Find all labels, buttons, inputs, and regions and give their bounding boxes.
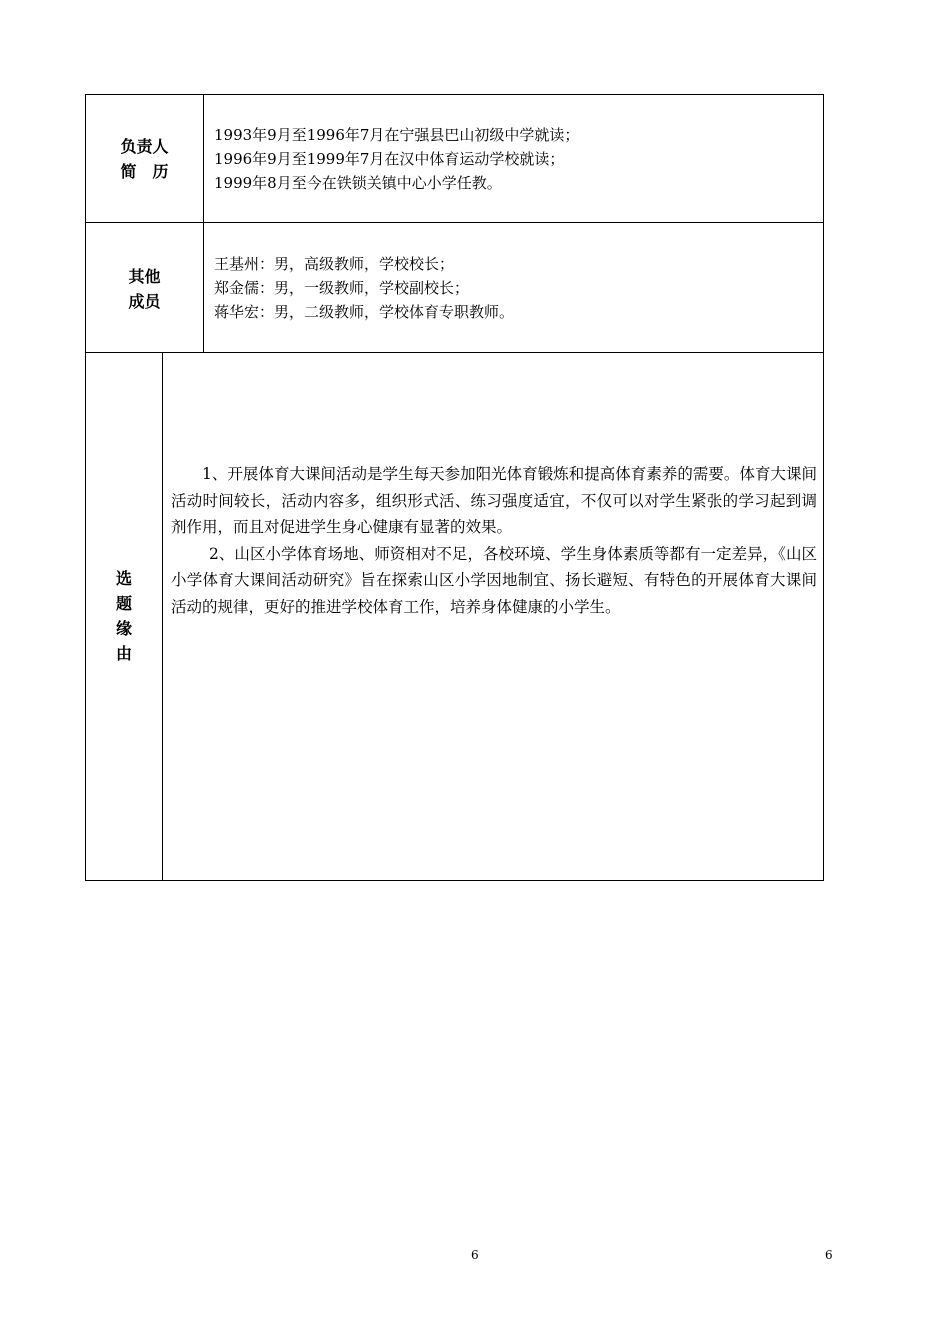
leader-resume-label (86, 134, 203, 184)
reason-paragraph: 2、山区小学体育场地、师资相对不足，各校环境、学生身体素质等都有一定差异，《山区小学体育大课间活动研究》旨在探索山区小学因地制宜、扬长避短、有特色的开展体育大课间活动的规律，更好的推进学校体育工作，培养身体健康的小学生。 (171, 544, 817, 616)
page-number-right: 6 (825, 1248, 833, 1262)
other-members-label-line1: 其他 (128, 267, 161, 286)
row-divider-2 (85, 352, 824, 353)
column-divider-bottom (162, 352, 163, 881)
member-line: 郑金儒：男，一级教师，学校副校长； (214, 279, 470, 297)
member-line: 蒋华宏：男，二级教师，学校体育专职教师。 (214, 303, 515, 321)
reason-paragraph: 1、开展体育大课间活动是学生每天参加阳光体育锻炼和提高体育素养的需要。体育大课间活动时间较长，活动内容多，组织形式活、练习强度适宜，不仅可以对学生紧张的学习起到调剂作用，而且对促进学生身心健康有显著的效果。 (171, 465, 817, 536)
column-divider-top (203, 94, 204, 352)
topic-reason-label-char: 题 (115, 594, 132, 613)
other-members-label-line2: 成员 (128, 292, 161, 311)
resume-line: 1993年9月至1996年7月在宁强县巴山初级中学就读； (214, 126, 580, 144)
leader-resume-label-line1: 负责人 (120, 137, 169, 156)
resume-line: 1999年8月至今在铁锁关镇中心小学任教。 (214, 174, 502, 192)
topic-reason-content (171, 461, 817, 620)
other-members-label (86, 264, 203, 314)
member-line: 王基州：男，高级教师，学校校长； (214, 255, 455, 273)
other-members-content (214, 252, 514, 324)
page-number-center: 6 (471, 1248, 479, 1262)
resume-line: 1996年9月至1999年7月在汉中体育运动学校就读； (214, 150, 565, 168)
leader-resume-label-line2: 简 历 (120, 162, 169, 181)
topic-reason-label-char: 缘 (115, 619, 132, 638)
topic-reason-label (86, 566, 162, 666)
topic-reason-label-char: 由 (115, 644, 132, 663)
row-divider-1 (85, 222, 824, 223)
topic-reason-label-char: 选 (115, 569, 132, 588)
leader-resume-content (214, 123, 579, 195)
